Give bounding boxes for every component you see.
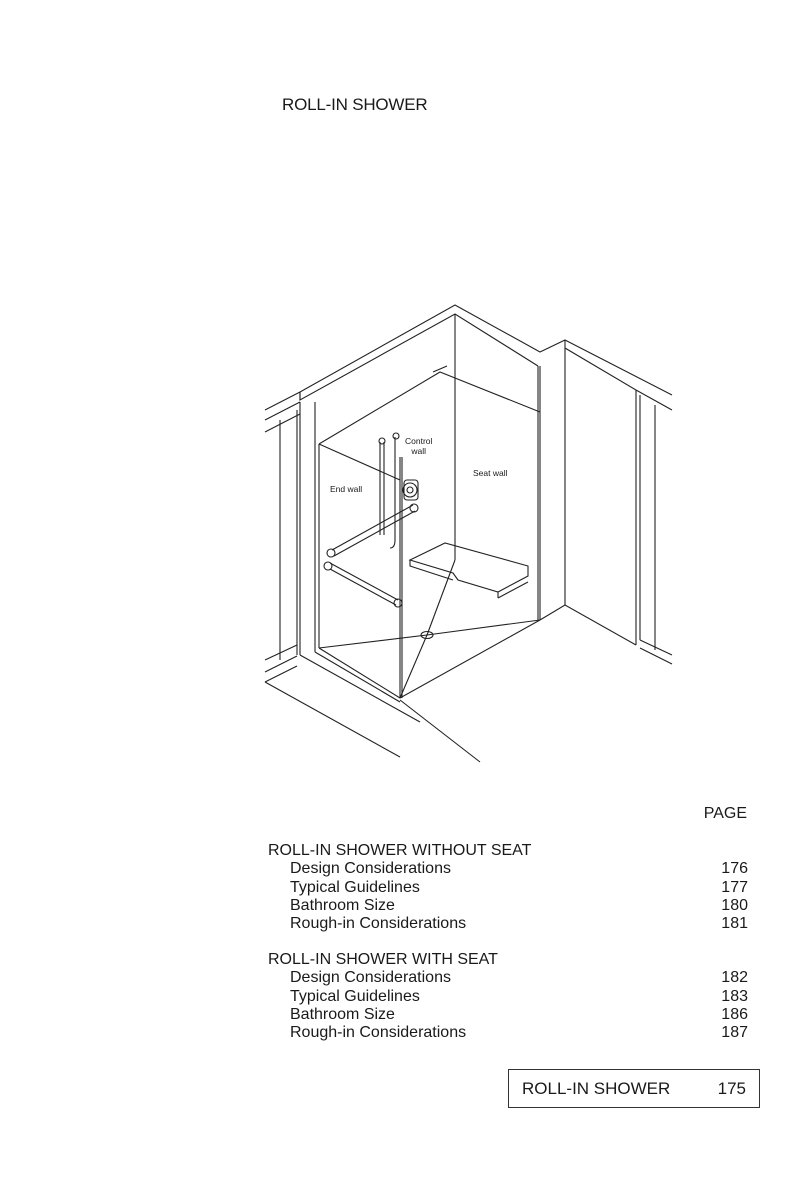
toc-entry[interactable] — [268, 860, 748, 878]
footer-page-number: 175 — [717, 1078, 746, 1098]
toc-entry-label: Design Considerations — [290, 969, 451, 987]
toc-entry[interactable] — [268, 915, 748, 933]
control-wall-label — [405, 436, 432, 456]
toc-entry-page: 176 — [721, 860, 748, 878]
toc-entry[interactable] — [268, 969, 748, 987]
toc-entry-label: Rough-in Considerations — [290, 915, 467, 933]
roll-in-shower-illustration — [255, 290, 695, 780]
toc-entry[interactable] — [268, 897, 748, 915]
toc-entry-page: 183 — [721, 987, 748, 1005]
toc-section-title: ROLL-IN SHOWER WITH SEAT — [268, 951, 498, 968]
toc-section — [268, 951, 748, 1042]
toc-entry-label: Design Considerations — [290, 860, 451, 878]
toc-entry-label: Bathroom Size — [290, 1005, 395, 1023]
toc-entry-label: Bathroom Size — [290, 896, 395, 914]
toc-entry-page: 177 — [721, 878, 748, 896]
page-title: ROLL-IN SHOWER — [282, 95, 428, 114]
page-footer-box — [508, 1069, 760, 1108]
toc-entry[interactable] — [268, 1006, 748, 1024]
end-wall-label: End wall — [330, 484, 363, 494]
toc-entry[interactable] — [268, 879, 748, 897]
toc-entry-page: 180 — [721, 896, 748, 914]
page-column-header: PAGE — [703, 805, 747, 822]
toc-entry[interactable] — [268, 1024, 748, 1042]
toc-entry-page: 181 — [721, 915, 748, 933]
toc-entry-label: Rough-in Considerations — [290, 1024, 467, 1042]
seat-wall-label: Seat wall — [473, 468, 508, 478]
footer-section-name: ROLL-IN SHOWER — [522, 1078, 671, 1098]
toc-entry-label: Typical Guidelines — [290, 987, 420, 1005]
toc-section-title: ROLL-IN SHOWER WITHOUT SEAT — [268, 842, 532, 859]
toc-entry-page: 187 — [721, 1024, 748, 1042]
toc-entry-label: Typical Guidelines — [290, 878, 420, 896]
toc-section — [268, 842, 748, 933]
control-wall-label-line2: wall — [411, 446, 427, 456]
toc-entry-page: 182 — [721, 969, 748, 987]
control-wall-label-line1: Control — [405, 436, 433, 446]
toc-entry-page: 186 — [721, 1005, 748, 1023]
toc-entry[interactable] — [268, 988, 748, 1006]
